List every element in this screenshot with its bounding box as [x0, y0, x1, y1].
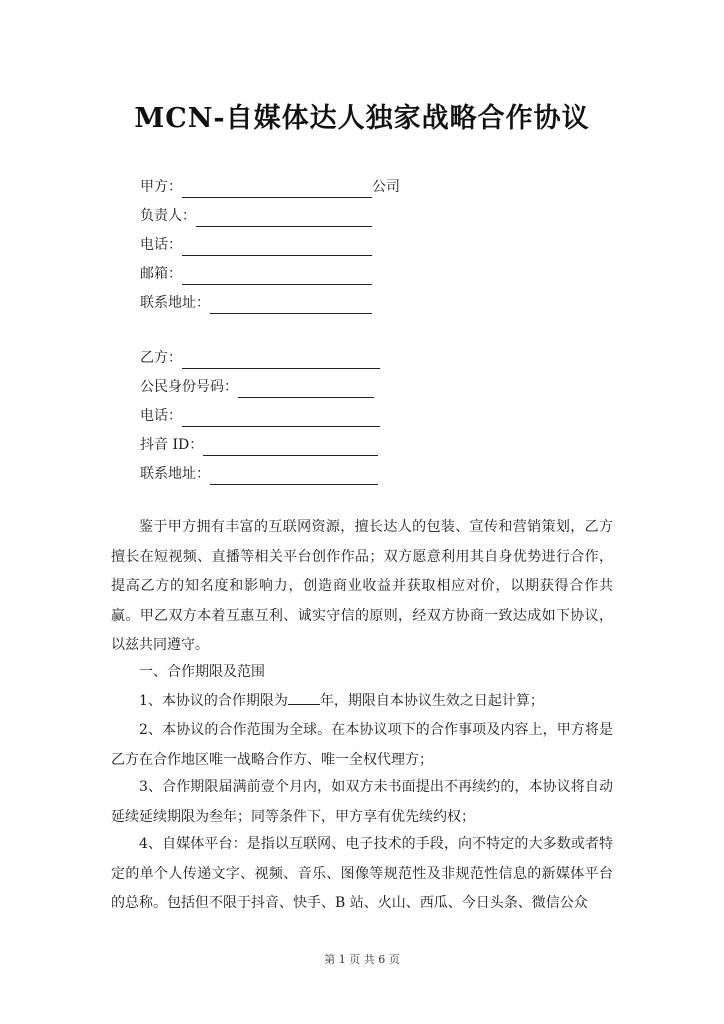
party-b-id-label: 公民身份号码： [140, 379, 238, 395]
party-a-label: 甲方： [140, 179, 182, 195]
clause-1-term-blank [288, 688, 320, 705]
party-a-address-blank-line [210, 296, 372, 314]
page-number-footer: 第 1 页 共 6 页 [324, 953, 400, 966]
document-title: MCN-自媒体达人独家战略合作协议 [134, 103, 590, 134]
party-b-address-blank-line [210, 467, 378, 485]
party-b-phone-blank-line [182, 409, 380, 427]
party-a-phone-blank-line [182, 238, 372, 256]
clause-2-paragraph: 2、本协议的合作范围为全球。在本协议项下的合作事项及内容上，甲方将是乙方在合作地区唯一战略合作方、唯一全权代理方； [111, 722, 613, 768]
clause-4-paragraph: 4、自媒体平台：是指以互联网、电子技术的手段，向不特定的大多数或者特定的单个人传递文字、视频、音乐、图像等规范性及非规范性信息的新媒体平台的总称。包括但不限于抖音、快手、B 站、火山、西瓜、今日头条、微信公众 [111, 836, 613, 911]
party-a-email-label: 邮箱： [140, 266, 182, 282]
party-a-contact-label: 负责人： [140, 208, 196, 224]
party-a-contact-blank-line [196, 209, 372, 227]
party-b-phone-field [140, 405, 380, 427]
party-b-phone-label: 电话： [140, 408, 182, 424]
party-b-label: 乙方： [140, 350, 182, 366]
party-b-blank-line [182, 351, 380, 369]
party-a-blank-line [182, 180, 372, 198]
party-a-name-field [140, 176, 400, 198]
clause-1-text-after: 年，期限自本协议生效之日起计算； [319, 693, 544, 709]
party-a-address-field [140, 292, 372, 314]
preamble-paragraph: 鉴于甲方拥有丰富的互联网资源，擅长达人的包装、宣传和营销策划，乙方擅长在短视频、直播等相关平台创作作品；双方愿意利用其自身优势进行合作，提高乙方的知名度和影响力，创造商业收益并获取相应对价，以期获得合作共赢。甲乙双方本着互惠互利、诚实守信的原则，经双方协商一致达成如下协议，以兹共同遵守。 [111, 519, 613, 653]
party-b-douyin-blank-line [203, 438, 378, 456]
party-a-phone-field [140, 234, 372, 256]
party-a-email-field [140, 263, 372, 285]
party-b-id-blank-line [238, 380, 374, 398]
party-b-address-label: 联系地址： [140, 466, 210, 482]
party-b-id-field [140, 376, 374, 398]
section-1-heading: 一、合作期限及范围 [139, 664, 265, 680]
party-a-email-blank-line [182, 267, 372, 285]
party-b-douyin-field [140, 434, 378, 456]
clause-1-paragraph [111, 687, 613, 717]
party-a-suffix: 公司 [372, 179, 400, 195]
clause-3-paragraph: 3、合作期限届满前壹个月内，如双方未书面提出不再续约的，本协议将自动延续延续期限为叁年；同等条件下，甲方享有优先续约权； [111, 779, 613, 825]
party-a-contact-field [140, 205, 372, 227]
party-a-address-label: 联系地址： [140, 295, 210, 311]
party-b-name-field [140, 347, 380, 369]
party-b-address-field [140, 463, 378, 485]
party-a-phone-label: 电话： [140, 237, 182, 253]
party-b-douyin-label: 抖音 ID： [140, 437, 204, 453]
clause-1-text-before: 1、本协议的合作期限为 [139, 693, 288, 709]
